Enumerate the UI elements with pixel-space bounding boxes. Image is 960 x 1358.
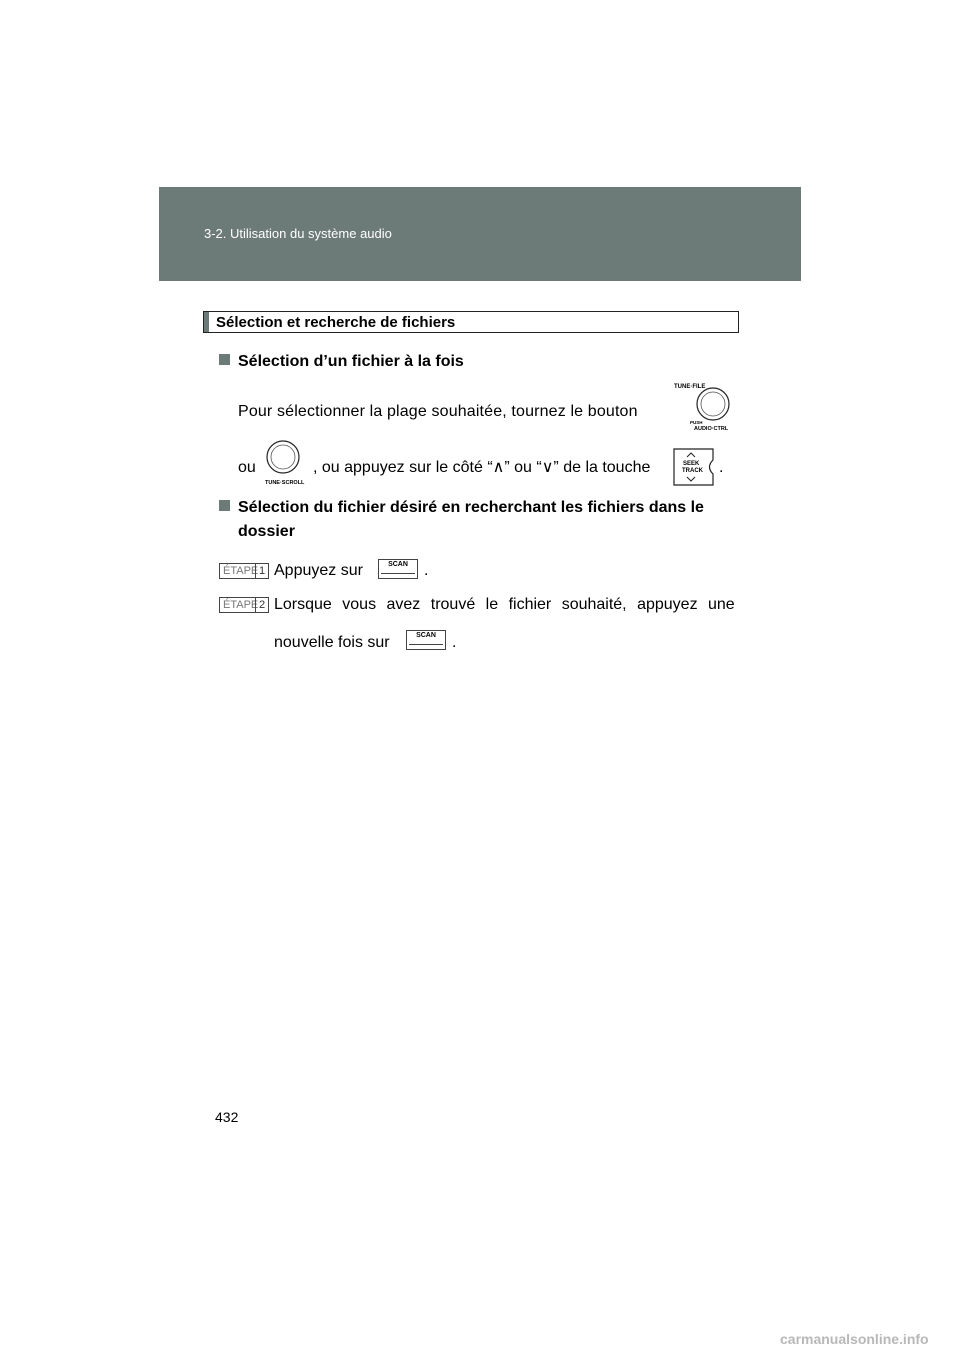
svg-text:AUDIO·CTRL: AUDIO·CTRL	[694, 426, 729, 432]
step-1-text: Appuyez sur	[274, 562, 363, 579]
step-badge-2: ÉTAPE 2	[219, 597, 269, 613]
square-bullet-icon	[219, 500, 230, 511]
scan-button-icon: SCAN	[406, 630, 446, 650]
section-marker	[204, 312, 209, 332]
square-bullet-icon	[219, 354, 230, 365]
subheading-1: Sélection d’un fichier à la fois	[219, 350, 464, 374]
tune-scroll-knob-icon	[262, 438, 308, 486]
instruction-line-2-b: , ou appuyez sur le côté “∧” ou “∨” de la touche	[313, 459, 651, 476]
svg-text:TUNE·SCROLL: TUNE·SCROLL	[265, 480, 305, 486]
watermark: carmanualsonline.info	[780, 1331, 929, 1347]
instruction-line-2-a: ou	[238, 459, 256, 476]
step-2-text: Lorsque vous avez trouvé le fichier souhaité, appuyez une	[274, 596, 735, 613]
svg-text:PUSH: PUSH	[690, 420, 703, 425]
instruction-line-1: Pour sélectionner la plage souhaitée, tournez le bouton	[238, 403, 638, 420]
section-heading-box	[203, 311, 739, 333]
section-title: Sélection et recherche de fichiers	[216, 314, 456, 331]
svg-text:SEEK: SEEK	[683, 461, 700, 467]
header-bar	[159, 187, 801, 281]
page-number: 432	[215, 1109, 239, 1125]
scan-button-icon: SCAN	[378, 559, 418, 579]
seek-track-key-icon	[673, 448, 715, 486]
subheading-2-line-2: dossier	[238, 523, 295, 540]
instruction-line-2-c: .	[719, 459, 724, 476]
step-1-period: .	[424, 562, 429, 579]
svg-text:TUNE·FILE: TUNE·FILE	[674, 384, 706, 390]
step-2-text-line-2: nouvelle fois sur	[274, 634, 390, 651]
breadcrumb: 3-2. Utilisation du système audio	[204, 226, 392, 241]
step-2-period: .	[452, 634, 457, 651]
subheading-2: Sélection du fichier désiré en recherchant les fichiers dans le	[219, 496, 739, 520]
step-badge-1: ÉTAPE 1	[219, 563, 269, 579]
svg-text:TRACK: TRACK	[682, 468, 703, 474]
tune-file-knob-icon	[672, 380, 742, 432]
